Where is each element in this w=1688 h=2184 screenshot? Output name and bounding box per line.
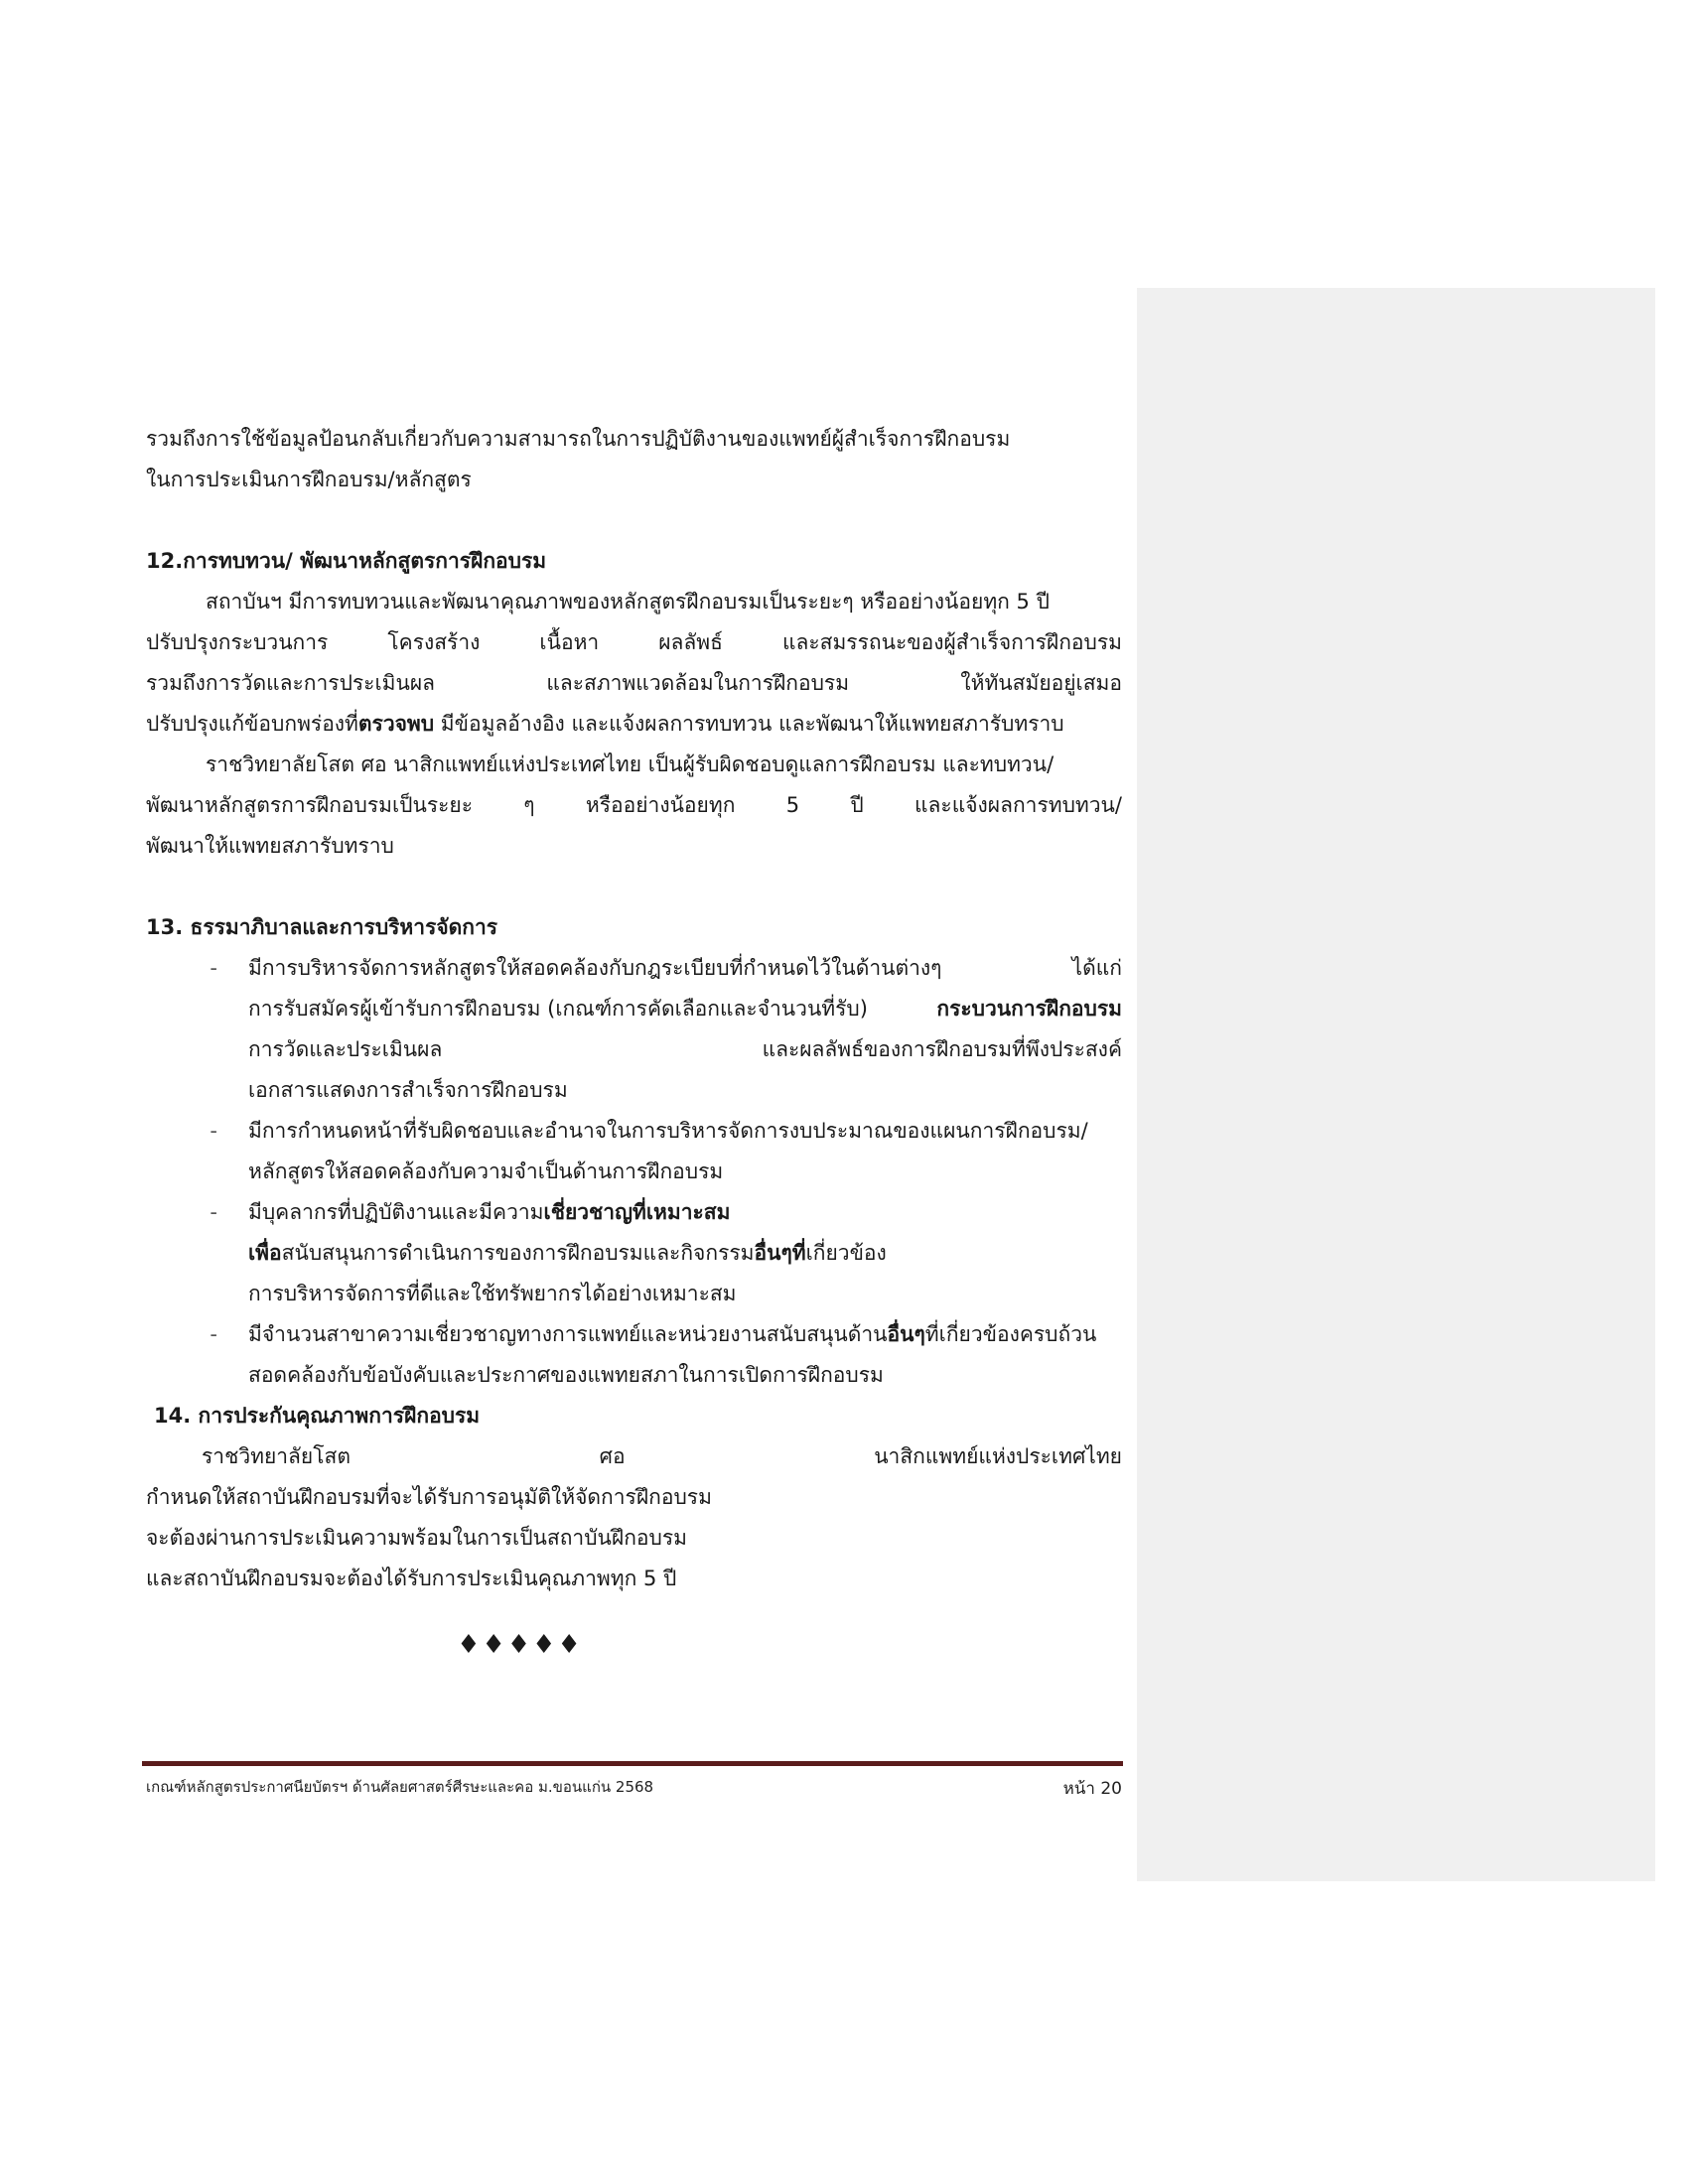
text-run: และแจ้งผลการทบทวน/ bbox=[914, 793, 1122, 817]
paragraph-line bbox=[146, 622, 1122, 663]
text-run: การรับสมัครผู้เข้ารับการฝึกอบรม (เกณฑ์การคัดเลือกและจำนวนที่รับ) bbox=[248, 997, 868, 1021]
paragraph-line bbox=[248, 989, 1122, 1029]
paragraph-line bbox=[146, 582, 1122, 622]
text-run: มีการบริหารจัดการหลักสูตรให้สอดคล้องกับกฎระเบียบที่กำหนดไว้ในด้านต่างๆ bbox=[248, 956, 942, 980]
text-run: สถาบันฯ มีการทบทวนและพัฒนาคุณภาพของหลักสูตรฝึกอบรมเป็นระยะๆ หรืออย่างน้อยทุก 5 ปี bbox=[206, 590, 1050, 614]
paragraph-line: เอกสารแสดงการสำเร็จการฝึกอบรม bbox=[248, 1078, 568, 1102]
paragraph-line bbox=[248, 1029, 1122, 1070]
text-run: ให้ทันสมัยอยู่เสมอ bbox=[960, 671, 1122, 695]
text-run: ผลลัพธ์ bbox=[658, 630, 723, 654]
comment-pane bbox=[1137, 288, 1655, 1881]
list-item bbox=[146, 948, 1122, 1111]
bullet-dash: - bbox=[210, 1322, 217, 1346]
text-run: การวัดและประเมินผล bbox=[248, 1037, 443, 1061]
paragraph-line bbox=[146, 704, 1122, 745]
paragraph-line: หลักสูตรให้สอดคล้องกับความจำเป็นด้านการฝึกอบรม bbox=[248, 1160, 724, 1183]
text-run: ที่เกี่ยวข้องครบถ้วน bbox=[924, 1322, 1097, 1346]
paragraph-line bbox=[248, 1233, 1122, 1274]
paragraph-line bbox=[146, 663, 1122, 704]
list-item bbox=[146, 1314, 1122, 1396]
paragraph-line bbox=[248, 1192, 1122, 1233]
text-run: เนื้อหา bbox=[539, 630, 600, 654]
bullet-dash: - bbox=[210, 1119, 217, 1143]
footer-rule bbox=[142, 1761, 1123, 1766]
bold-text-run: กระบวนการฝึกอบรม bbox=[936, 997, 1122, 1021]
text-run: ๆ bbox=[523, 793, 535, 817]
intro-line: ในการประเมินการฝึกอบรม/หลักสูตร bbox=[146, 468, 472, 491]
text-run: นาสิกแพทย์แห่งประเทศไทย bbox=[874, 1444, 1122, 1468]
paragraph-line bbox=[146, 745, 1122, 785]
intro-line: รวมถึงการใช้ข้อมูลป้อนกลับเกี่ยวกับความสามารถในการปฏิบัติงานของแพทย์ผู้สำเร็จการฝึกอบรม bbox=[146, 427, 1011, 451]
paragraph-line bbox=[146, 785, 1122, 826]
text-run: ราชวิทยาลัยโสต ศอ นาสิกแพทย์แห่งประเทศไทย เป็นผู้รับผิดชอบดูแลการฝึกอบรม และทบทวน/ bbox=[206, 752, 1055, 776]
paragraph-line: การบริหารจัดการที่ดีและใช้ทรัพยากรได้อย่างเหมาะสม bbox=[248, 1282, 737, 1305]
text-run: 5 bbox=[785, 793, 800, 817]
text-run: โครงสร้าง bbox=[387, 630, 481, 654]
section-12-heading: 12.การทบทวน/ พัฒนาหลักสูตรการฝึกอบรม bbox=[146, 549, 547, 573]
paragraph-line bbox=[146, 1436, 1122, 1477]
text-run: เกี่ยวข้อง bbox=[805, 1241, 887, 1265]
text-run: มีจำนวนสาขาความเชี่ยวชาญทางการแพทย์และหน่วยงานสนับสนุนด้าน bbox=[248, 1322, 888, 1346]
page-number: หน้า 20 bbox=[1062, 1779, 1122, 1799]
text-run: สนับสนุนการดำเนินการของการฝึกอบรมและกิจกรรม bbox=[281, 1241, 755, 1265]
section-14-heading: 14. การประกันคุณภาพการฝึกอบรม bbox=[154, 1404, 481, 1428]
paragraph-line: มีการกำหนดหน้าที่รับผิดชอบและอำนาจในการบริหารจัดการงบประมาณของแผนการฝึกอบรม/ bbox=[248, 1119, 1088, 1143]
end-of-section-diamonds: ♦♦♦♦♦ bbox=[457, 1630, 583, 1660]
text-run: รวมถึงการวัดและการประเมินผล bbox=[146, 671, 436, 695]
text-run: ปรับปรุงแก้ข้อบกพร่องที่ bbox=[146, 712, 358, 736]
paragraph-line: สอดคล้องกับข้อบังคับและประกาศของแพทยสภาในการเปิดการฝึกอบรม bbox=[248, 1363, 884, 1387]
text-run: หรืออย่างน้อยทุก bbox=[585, 793, 736, 817]
text-run: ราชวิทยาลัยโสต bbox=[202, 1444, 351, 1468]
list-item bbox=[146, 1111, 1122, 1192]
text-run: มีบุคลากรที่ปฏิบัติงานและมีความ bbox=[248, 1200, 544, 1224]
section-13-heading: 13. ธรรมาภิบาลและการบริหารจัดการ bbox=[146, 915, 498, 939]
bold-text-run: ตรวจพบ bbox=[357, 712, 435, 736]
bullet-dash: - bbox=[210, 956, 217, 980]
list-item bbox=[146, 1192, 1122, 1314]
paragraph-line: และสถาบันฝึกอบรมจะต้องได้รับการประเมินคุณภาพทุก 5 ปี bbox=[146, 1567, 677, 1590]
bold-text-run: อื่นๆที่ bbox=[754, 1241, 806, 1265]
document-body bbox=[146, 419, 1122, 1666]
text-run: ปรับปรุงกระบวนการ bbox=[146, 630, 329, 654]
paragraph-line: พัฒนาให้แพทยสภารับทราบ bbox=[146, 834, 394, 858]
paragraph-line bbox=[248, 948, 1122, 989]
text-run: พัฒนาหลักสูตรการฝึกอบรมเป็นระยะ bbox=[146, 793, 473, 817]
text-run: และสมรรถนะของผู้สำเร็จการฝึกอบรม bbox=[781, 630, 1122, 654]
page-footer bbox=[146, 1775, 1122, 1802]
bullet-dash: - bbox=[210, 1200, 217, 1224]
footer-document-title: เกณฑ์หลักสูตรประกาศนียบัตรฯ ด้านศัลยศาสตร์ศีรษะและคอ ม.ขอนแก่น 2568 bbox=[146, 1778, 654, 1796]
text-run: และสภาพแวดล้อมในการฝึกอบรม bbox=[546, 671, 850, 695]
bold-text-run: เพื่อ bbox=[248, 1241, 282, 1265]
paragraph-line: จะต้องผ่านการประเมินความพร้อมในการเป็นสถาบันฝึกอบรม bbox=[146, 1526, 687, 1550]
text-run: ศอ bbox=[599, 1444, 626, 1468]
paragraph-line: กำหนดให้สถาบันฝึกอบรมที่จะได้รับการอนุมัติให้จัดการฝึกอบรม bbox=[146, 1485, 712, 1509]
text-run: ได้แก่ bbox=[1071, 956, 1122, 980]
text-run: มีข้อมูลอ้างอิง และแจ้งผลการทบทวน และพัฒนาให้แพทยสภารับทราบ bbox=[434, 712, 1064, 736]
text-run: และผลลัพธ์ของการฝึกอบรมที่พึงประสงค์ bbox=[762, 1037, 1122, 1061]
bold-text-run: อื่นๆ bbox=[887, 1322, 925, 1346]
paragraph-line bbox=[248, 1314, 1122, 1355]
bold-text-run: เชี่ยวชาญที่เหมาะสม bbox=[543, 1200, 731, 1224]
text-run: ปี bbox=[850, 793, 864, 817]
